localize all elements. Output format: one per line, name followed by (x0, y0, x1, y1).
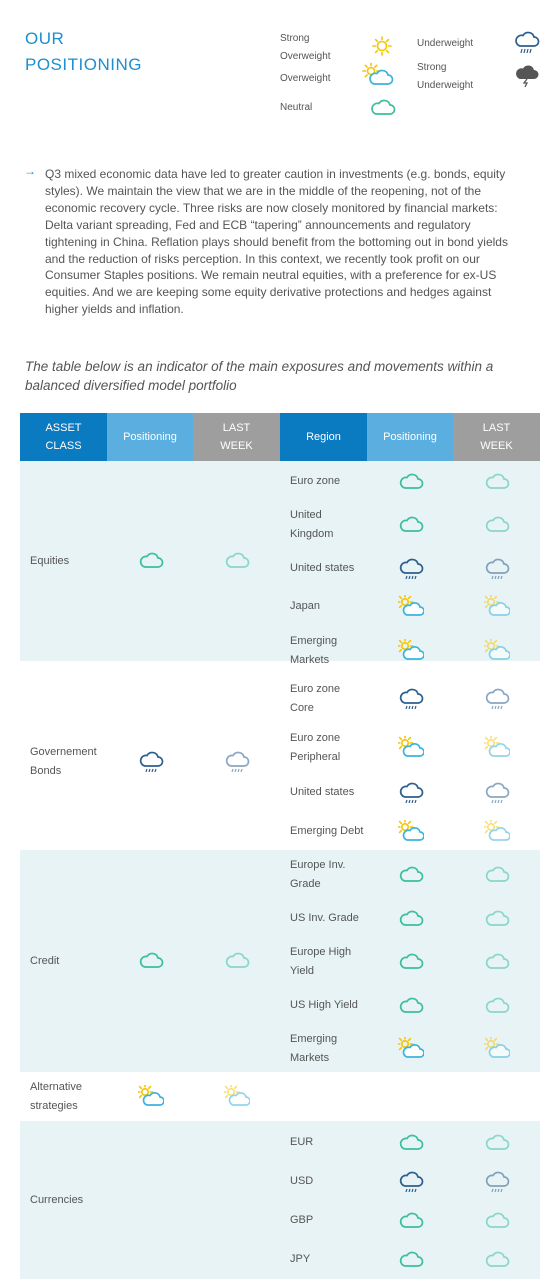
region-europe-high-yield: Europe High Yield (290, 946, 352, 977)
region-eur: EUR (290, 1136, 314, 1148)
arrow-icon: → (24, 164, 36, 178)
underweight-icon (398, 557, 424, 579)
title-line-1: OUR (25, 29, 65, 48)
asset-class-alternative-strategies: Alternative strategies (30, 1081, 82, 1112)
neutral-icon (398, 1131, 424, 1153)
legend-underweight-label: Underweight (417, 38, 474, 49)
region-jpy: JPY (290, 1253, 311, 1265)
region-us-high-yield: US High Yield (290, 999, 358, 1011)
storm-cloud-icon (512, 64, 542, 88)
legend-strong-underweight-line1: Strong (417, 62, 447, 73)
section-equities (20, 461, 540, 661)
overweight-icon (484, 639, 510, 661)
region-japan: Japan (290, 600, 320, 612)
overweight-icon (484, 736, 510, 758)
neutral-icon (398, 1248, 424, 1270)
sun-icon (370, 34, 394, 58)
commentary-paragraph: Q3 mixed economic data have led to greater caution in investments (e.g. bonds, equity styles). We maintain the view that we are in the middle of the reopening, not of the economic recovery cycle. Three risks are now closely monitored by financial markets: Delta variant spreading, Fed and ECB “tapering” announcements and regulatory tightening in China. Reflation plays should benefit from the bottoming out in bond yields and the reduction of risks perception. In this context, we recently took profit on our Consumer Staples positions. We remain neutral equities, with a preference for ex-US equities. And we are keeping some equity derivative protections and hedges against higher yields and inflation. (45, 167, 508, 317)
region-gbp: GBP (290, 1214, 314, 1226)
section-currencies (20, 1121, 540, 1279)
neutral-icon (398, 863, 424, 885)
cloud-icon (368, 95, 398, 117)
overweight-icon (398, 639, 424, 661)
legend-strong-overweight-line2: Overweight (280, 51, 331, 62)
asset-class-governement-bonds: Governement Bonds (30, 746, 97, 777)
legend-strong-overweight-line1: Strong (280, 33, 310, 44)
underweight-icon (484, 1170, 510, 1192)
underweight-icon (224, 750, 250, 772)
neutral-icon (138, 949, 164, 971)
region-euro-zone: Euro zone (290, 475, 341, 487)
asset-class-credit: Credit (30, 955, 60, 967)
legend-strong-underweight-label (417, 59, 473, 95)
region-emerging-markets: Emerging Markets (290, 1033, 338, 1064)
region-europe-inv-grade: Europe Inv. Grade (290, 859, 346, 890)
underweight-icon (484, 557, 510, 579)
neutral-icon (484, 1248, 510, 1270)
overweight-icon (138, 1085, 164, 1107)
neutral-icon (484, 1131, 510, 1153)
neutral-icon (398, 470, 424, 492)
header-asset-class-line1: ASSET (45, 422, 82, 434)
region-united-states: United states (290, 562, 355, 574)
region-united-kingdom: United Kingdom (290, 509, 334, 540)
header-last-week (193, 413, 280, 461)
overweight-icon (398, 595, 424, 617)
rain-cloud-icon (512, 31, 542, 55)
header-last-week2-line1: LAST (482, 422, 511, 434)
underweight-icon (484, 781, 510, 803)
neutral-icon (484, 1209, 510, 1231)
header-region: Region (280, 413, 367, 461)
page-title (25, 26, 142, 78)
neutral-icon (398, 513, 424, 535)
header-asset-class-line2: CLASS (45, 440, 82, 452)
neutral-icon (224, 549, 250, 571)
neutral-icon (398, 907, 424, 929)
section-alternative-strategies (20, 1072, 540, 1121)
neutral-icon (398, 994, 424, 1016)
region-emerging-markets: Emerging Markets (290, 635, 338, 666)
header-positioning-region: Positioning (367, 413, 453, 461)
region-euro-zone-peripheral: Euro zone Peripheral (290, 732, 341, 763)
header-asset-class (20, 413, 107, 461)
header-last-week-line2: WEEK (220, 440, 253, 452)
legend-strong-overweight-label (280, 30, 331, 66)
title-line-2: POSITIONING (25, 55, 142, 74)
asset-class-currencies: Currencies (30, 1194, 84, 1206)
sun-cloud-icon (362, 63, 396, 87)
underweight-icon (138, 750, 164, 772)
legend-overweight-label: Overweight (280, 73, 331, 84)
underweight-icon (484, 687, 510, 709)
neutral-icon (398, 950, 424, 972)
neutral-icon (138, 549, 164, 571)
header-last-week2-line2: WEEK (480, 440, 513, 452)
overweight-icon (484, 595, 510, 617)
neutral-icon (484, 470, 510, 492)
neutral-icon (484, 907, 510, 929)
section-credit (20, 850, 540, 1072)
header-last-week-line1: LAST (222, 422, 251, 434)
region-us-inv-grade: US Inv. Grade (290, 912, 359, 924)
legend-neutral-label: Neutral (280, 102, 313, 113)
header-positioning: Positioning (107, 413, 193, 461)
region-emerging-debt: Emerging Debt (290, 825, 364, 837)
section-governement-bonds (20, 673, 540, 850)
overweight-icon (398, 820, 424, 842)
legend-strong-underweight-line2: Underweight (417, 80, 474, 91)
overweight-icon (398, 736, 424, 758)
overweight-icon (484, 820, 510, 842)
overweight-icon (484, 1037, 510, 1059)
neutral-icon (398, 1209, 424, 1231)
asset-class-equities: Equities (30, 555, 70, 567)
underweight-icon (398, 687, 424, 709)
neutral-icon (224, 949, 250, 971)
table-intro: The table below is an indicator of the main exposures and movements within a balanced diversified model portfolio (25, 359, 494, 393)
underweight-icon (398, 781, 424, 803)
region-usd: USD (290, 1175, 314, 1187)
neutral-icon (484, 994, 510, 1016)
underweight-icon (398, 1170, 424, 1192)
overweight-icon (224, 1085, 250, 1107)
header-last-week-region (453, 413, 540, 461)
region-euro-zone-core: Euro zone Core (290, 683, 341, 714)
neutral-icon (484, 513, 510, 535)
region-united-states: United states (290, 786, 355, 798)
neutral-icon (484, 950, 510, 972)
overweight-icon (398, 1037, 424, 1059)
neutral-icon (484, 863, 510, 885)
